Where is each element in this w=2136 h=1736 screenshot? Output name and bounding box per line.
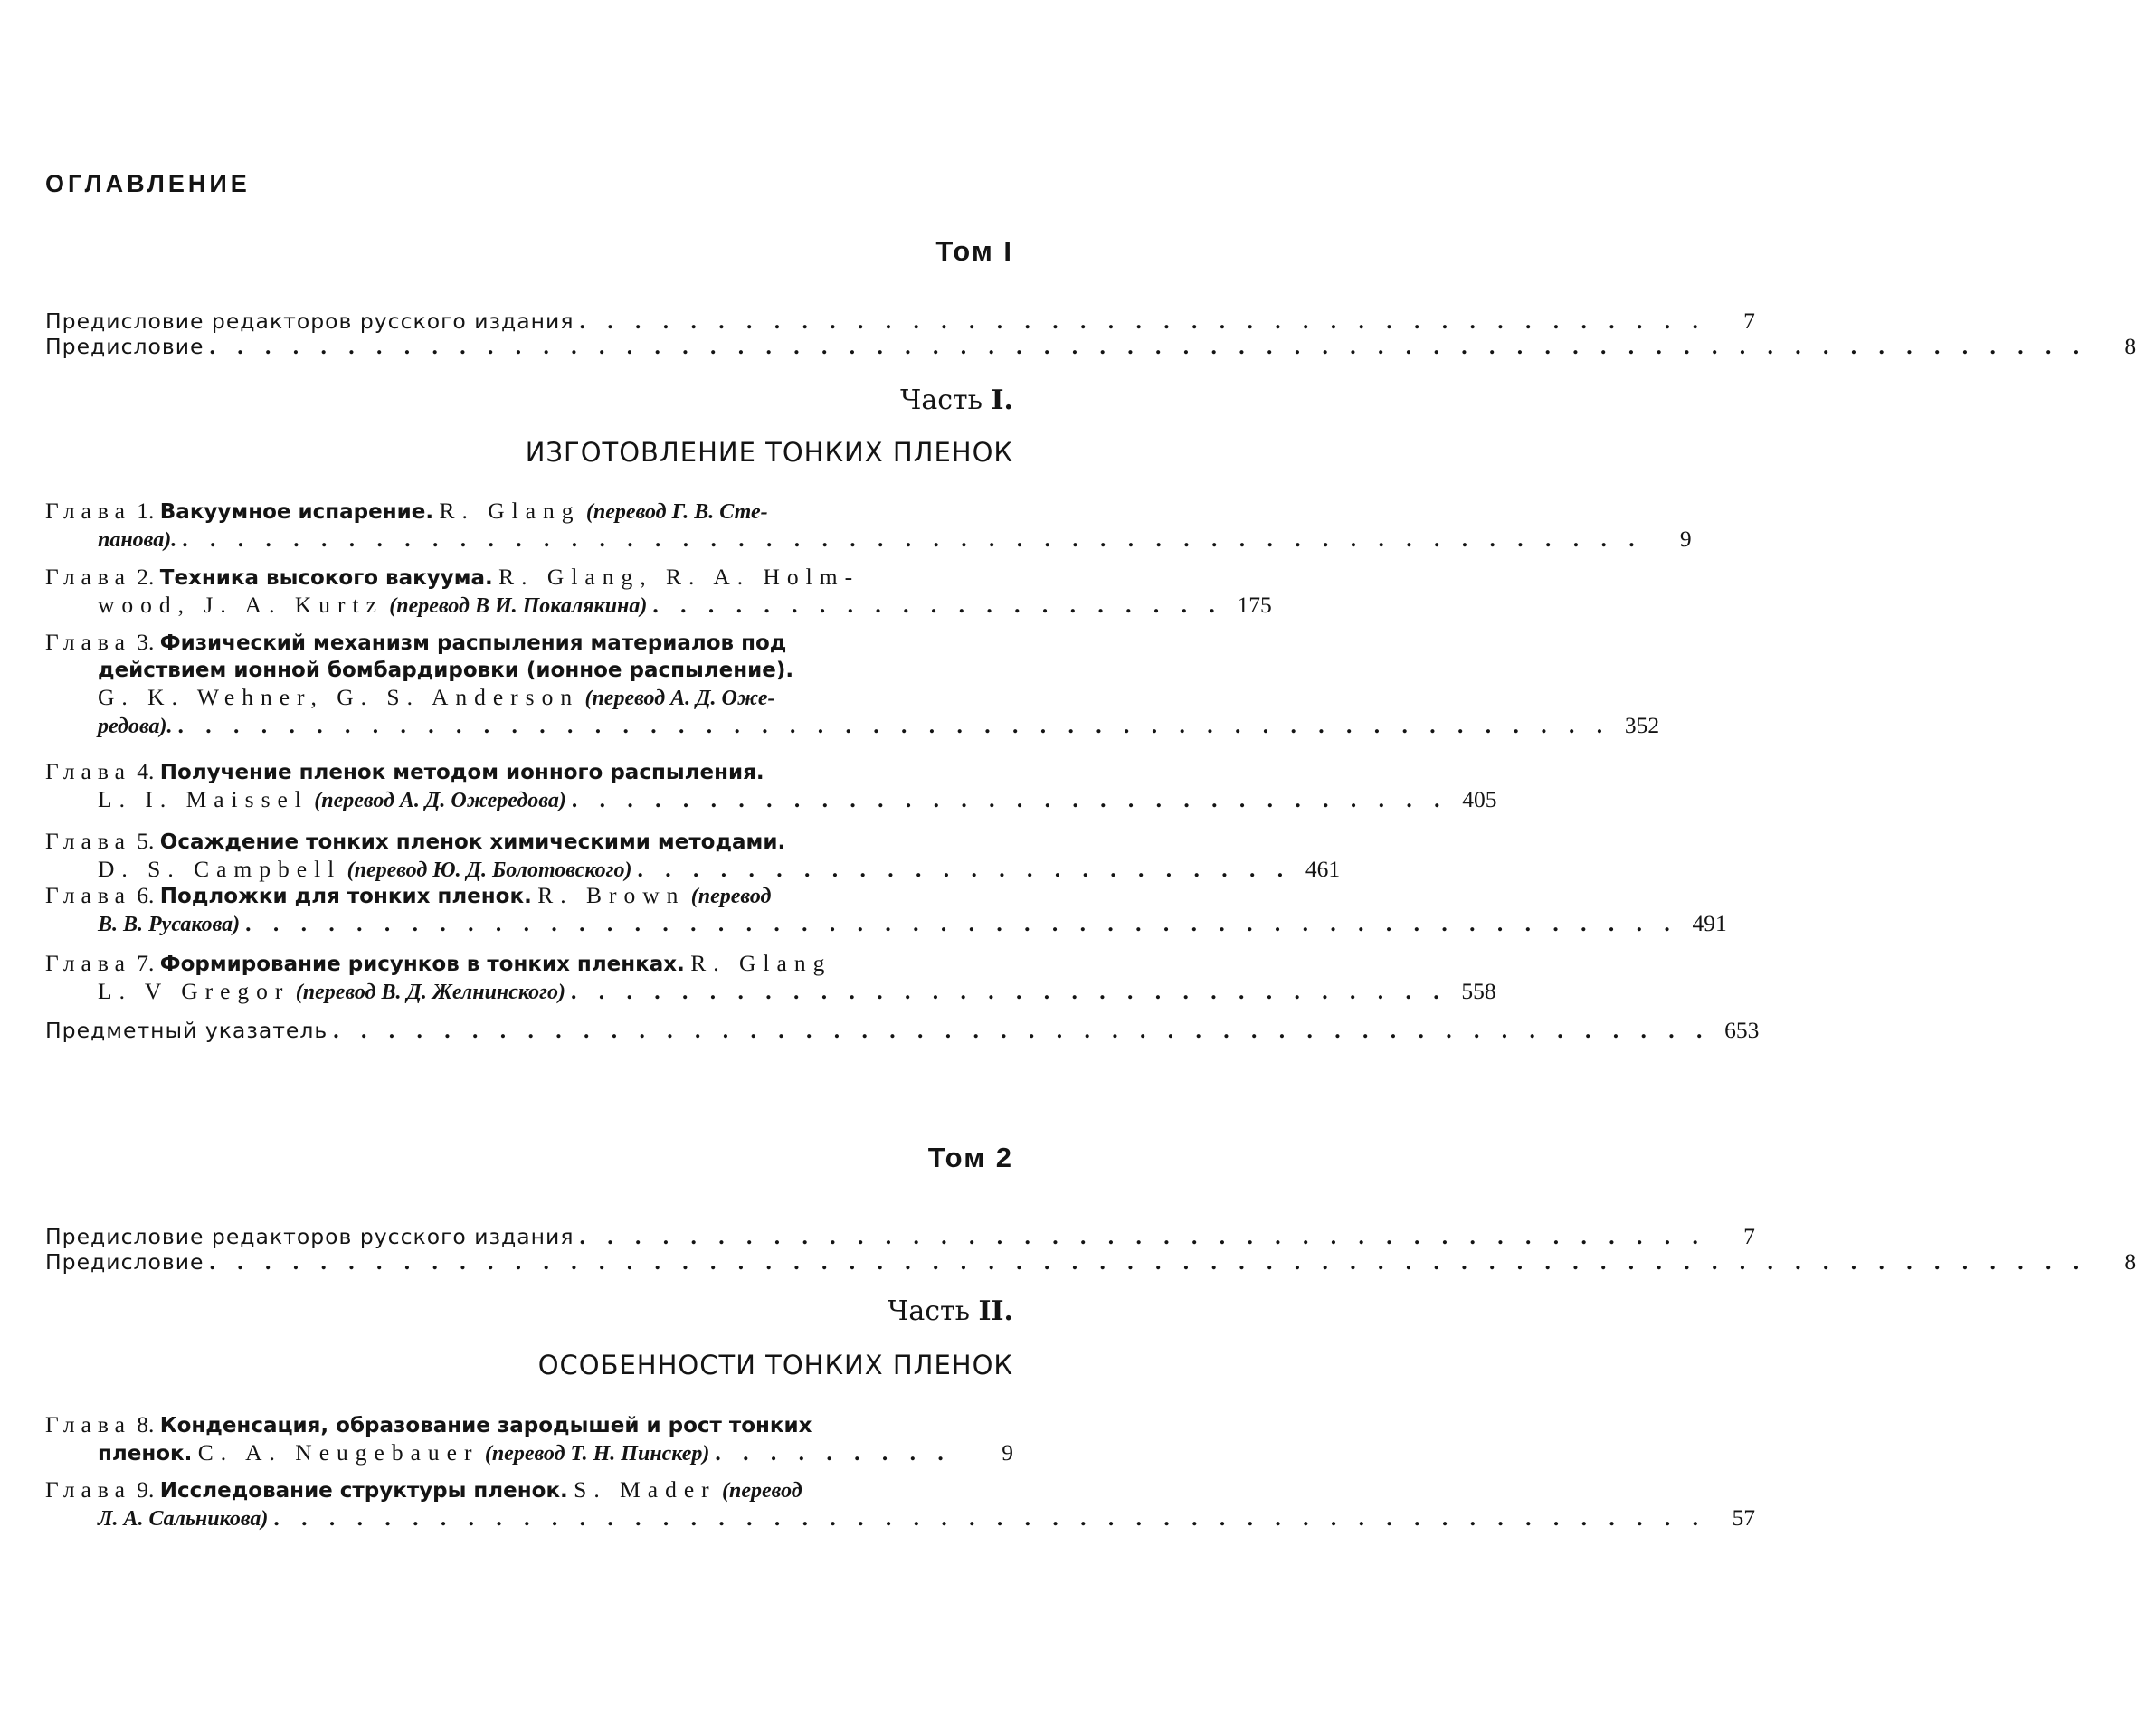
v1-part-title: ИЗГОТОВЛЕНИЕ ТОНКИХ ПЛЕНОК [525, 437, 1013, 468]
dot-leader: . . . . . . . . . . . . . . . . . . . . . . . . . . . . . . . . . . . . . . . . . . . . . . . . . . [333, 1017, 1711, 1043]
dot-leader: . . . . . . . . . . . . . . . . . . . . . . . . . . . . . . . . . . . . . . . . . [579, 308, 1706, 334]
dot-leader: . . . . . . . . . . . . . . . . . . . . . . . . . . . . . . . . . . . . . . . . . . . . . . . . . . . . [177, 712, 1611, 738]
toc-entry-chapter-4: Глава 4. Получение пленок методом ионного распыления. L. I. Maissel (перевод А. Д. Ожередова) . . . . . . . . . . . . . . . . . . . . . . . . . . . . . . . . 405 [45, 758, 1497, 812]
v2-foreword: Предисловие . . . . . . . . . . . . . . . . . . . . . . . . . . . . . . . . . . . . . . . . . . . . . . . . . . . . . . . . . . . . . . . . . . . . 8 [45, 1248, 2136, 1275]
page-number: 8 [2124, 333, 2136, 359]
entry-label: Предисловие [45, 334, 204, 359]
dot-leader: . . . . . . . . . . . . . . . . . . . . . . . . . . . . . . . . [571, 786, 1448, 812]
page-number: 558 [1461, 978, 1496, 1004]
entry-label: Предисловие редакторов русского издания [45, 308, 574, 334]
dot-leader: . . . . . . . . . . . . . . . . . . . . . . . . . . . . . . . . . . . . . . . . . . . . . . . . . . . . . . . . . . . . . . . . . . . . [209, 333, 2088, 359]
dot-leader: . . . . . . . . . . . . . . . . . . . . . . . . . . . . . . . . . . . . . . . . . . . . . . . . . . . . . . . . . . . . . . . . . . . . [209, 1248, 2088, 1275]
v2-part-label: Часть II. [888, 1295, 1013, 1327]
dot-leader: . . . . . . . . . . . . . . . . . . . . . [652, 592, 1223, 618]
toc-entry-chapter-3: Глава 3. Физический механизм распыления материалов под действием ионной бомбардировки (ионное распыление). G. K. Wehner, G. S. Anderson (перевод А. Д. Оже- редова). . . . . . . . . . . . . . . . . . . . . . . . . . . . . . . . . . . . . . . . . . . . . . . . . . . . . 352 [45, 629, 1660, 738]
toc-entry-chapter-1: Глава 1. Вакуумное испарение. R. Glang (перевод Г. В. Сте- панова). . . . . . . . . . . . . . . . . . . . . . . . . . . . . . . . . . . . . . . . . . . . . . . . . . . . . . 9 [45, 498, 1692, 552]
page-number: 7 [1743, 1223, 1755, 1249]
toc-entry-chapter-6: Глава 6. Подложки для тонких пленок. R. Brown (перевод В. В. Русакова) . . . . . . . . . . . . . . . . . . . . . . . . . . . . . . . . . . . . . . . . . . . . . . . . . . . . 491 [45, 882, 1727, 936]
dot-leader: . . . . . . . . . . . . . . . . . . . . . . . . . . . . . . . . . . . . . . . . . . . . . . . . . . . . . [182, 526, 1643, 552]
toc-entry-chapter-5: Глава 5. Осаждение тонких пленок химическими методами. D. S. Campbell (перевод Ю. Д. Болотовского) . . . . . . . . . . . . . . . . . . . . . . . . 461 [45, 828, 1341, 882]
volume-2-title: Том 2 [927, 1142, 1013, 1173]
page-number: 352 [1624, 712, 1660, 738]
dot-leader: . . . . . . . . . . . . . . . . . . . . . . . . . . . . . . . . . . . . . . . . . . . . . . . . . . . . [245, 910, 1678, 936]
v1-part-label: Часть I. [900, 384, 1013, 416]
page-number: 9 [1002, 1439, 1013, 1466]
page-number: 461 [1305, 856, 1341, 882]
v2-foreword-ru: Предисловие редакторов русского издания . . . . . . . . . . . . . . . . . . . . . . . . . . . . . . . . . . . . . . . . . 7 [45, 1223, 1755, 1249]
page-number: 57 [1732, 1504, 1756, 1531]
page-number: 491 [1692, 910, 1727, 936]
v2-part-title: ОСОБЕННОСТИ ТОНКИХ ПЛЕНОК [537, 1350, 1013, 1380]
dot-leader: . . . . . . . . . [715, 1439, 952, 1466]
page-number: 9 [1679, 526, 1692, 552]
page-number: 405 [1462, 786, 1497, 812]
v1-foreword [45, 333, 2136, 360]
dot-leader: . . . . . . . . . . . . . . . . . . . . . . . . . . . . . . . . . . . . . . . . . . . . . . . . . . . . [273, 1504, 1707, 1531]
volume-1-title: Том I [935, 235, 1013, 267]
v1-foreword-ru [45, 308, 1755, 335]
dot-leader: . . . . . . . . . . . . . . . . . . . . . . . . [637, 856, 1292, 882]
page-number: 8 [2124, 1248, 2136, 1275]
toc-heading: ОГЛАВЛЕНИЕ [45, 170, 251, 197]
toc-entry-chapter-2: Глава 2. Техника высокого вакуума. R. Glang, R. A. Holm- wood, J. A. Kurtz (перевод В И. Покалякина) . . . . . . . . . . . . . . . . . . . . . 175 [45, 564, 1272, 618]
toc-entry-chapter-8: Глава 8. Конденсация, образование зародышей и рост тонких пленок. C. A. Neugebauer (перевод Т. Н. Пинскер) . . . . . . . . . 9 [45, 1411, 1013, 1466]
toc-entry-index: Предметный указатель . . . . . . . . . . . . . . . . . . . . . . . . . . . . . . . . . . . . . . . . . . . . . . . . . . 653 [45, 1017, 1760, 1043]
page-number: 175 [1237, 592, 1272, 618]
toc-entry-chapter-9: Глава 9. Исследование структуры пленок. S. Mader (перевод Л. А. Сальникова) . . . . . . . . . . . . . . . . . . . . . . . . . . . . . . . . . . . . . . . . . . . . . . . . . . . . 57 [45, 1476, 1756, 1531]
page-number: 7 [1743, 308, 1755, 334]
dot-leader: . . . . . . . . . . . . . . . . . . . . . . . . . . . . . . . . [571, 978, 1448, 1004]
toc-entry-chapter-7: Глава 7. Формирование рисунков в тонких пленках. R. Glang L. V Gregor (перевод В. Д. Желнинского) . . . . . . . . . . . . . . . . . . . . . . . . . . . . . . . . 558 [45, 950, 1496, 1004]
dot-leader: . . . . . . . . . . . . . . . . . . . . . . . . . . . . . . . . . . . . . . . . . [579, 1223, 1706, 1249]
page-number: 653 [1724, 1017, 1760, 1043]
